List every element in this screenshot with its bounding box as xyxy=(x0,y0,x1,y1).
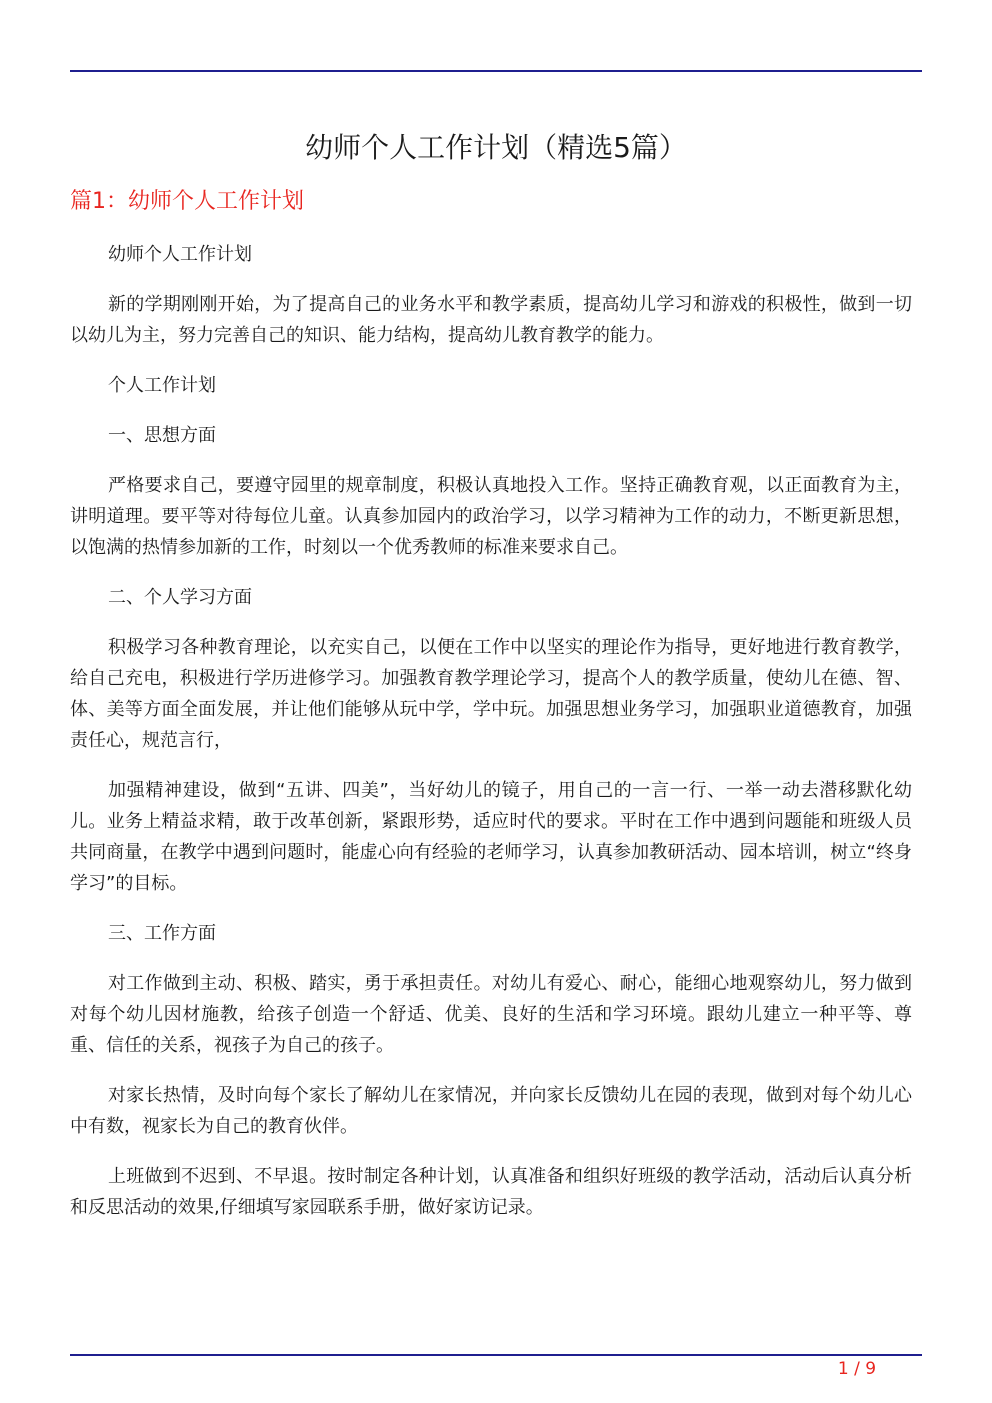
page-number: 1 / 9 xyxy=(837,1359,877,1379)
paragraph-work: 对工作做到主动、积极、踏实，勇于承担责任。对幼儿有爱心、耐心，能细心地观察幼儿，努力做到对每个幼儿因材施教，给孩子创造一个舒适、优美、良好的生活和学习环境。跟幼儿建立一种平等、尊重、信任的关系，视孩子为自己的孩子。 xyxy=(70,973,912,1056)
paragraph-heading-work: 三、工作方面 xyxy=(108,923,216,944)
section-heading: 篇1：幼师个人工作计划 xyxy=(70,189,304,214)
paragraph-heading-study: 二、个人学习方面 xyxy=(108,587,252,608)
paragraph-attendance: 上班做到不迟到、不早退。按时制定各种计划，认真准备和组织好班级的教学活动，活动后认真分析和反思活动的效果,仔细填写家园联系手册，做好家访记录。 xyxy=(70,1166,912,1218)
paragraph-spirit: 加强精神建设，做到“五讲、四美”，当好幼儿的镜子，用自己的一言一行、一举一动去潜移默化幼儿。业务上精益求精，敢于改革创新，紧跟形势，适应时代的要求。平时在工作中遇到问题能和班级人员共同商量，在教学中遇到问题时，能虚心向有经验的老师学习，认真参加教研活动、园本培训，树立“终身学习”的目标。 xyxy=(70,780,912,894)
paragraph-intro: 新的学期刚刚开始，为了提高自己的业务水平和教学素质，提高幼儿学习和游戏的积极性，做到一切以幼儿为主，努力完善自己的知识、能力结构，提高幼儿教育教学的能力。 xyxy=(70,294,912,346)
paragraph-label-personal-plan: 个人工作计划 xyxy=(108,375,216,396)
document-body xyxy=(70,239,912,1242)
paragraph-study: 积极学习各种教育理论，以充实自己，以便在工作中以坚实的理论作为指导，更好地进行教育教学，给自己充电，积极进行学历进修学习。加强教育教学理论学习，提高个人的教学质量，使幼儿在德、智、体、美等方面全面发展，并让他们能够从玩中学，学中玩。加强思想业务学习，加强职业道德教育，加强责任心，规范言行， xyxy=(70,637,912,751)
document-title: 幼师个人工作计划（精选5篇） xyxy=(305,131,687,164)
footer-rule xyxy=(70,1354,922,1356)
header-rule xyxy=(70,70,922,72)
paragraph-thought: 严格要求自己，要遵守园里的规章制度，积极认真地投入工作。坚持正确教育观，以正面教育为主，讲明道理。要平等对待每位儿童。认真参加园内的政治学习，以学习精神为工作的动力，不断更新思想，以饱满的热情参加新的工作，时刻以一个优秀教师的标准来要求自己。 xyxy=(70,475,912,558)
paragraph-heading-thought: 一、思想方面 xyxy=(108,425,216,446)
paragraph-parents: 对家长热情，及时向每个家长了解幼儿在家情况，并向家长反馈幼儿在园的表现，做到对每个幼儿心中有数，视家长为自己的教育伙伴。 xyxy=(70,1085,912,1137)
paragraph-plan-title: 幼师个人工作计划 xyxy=(108,244,252,265)
